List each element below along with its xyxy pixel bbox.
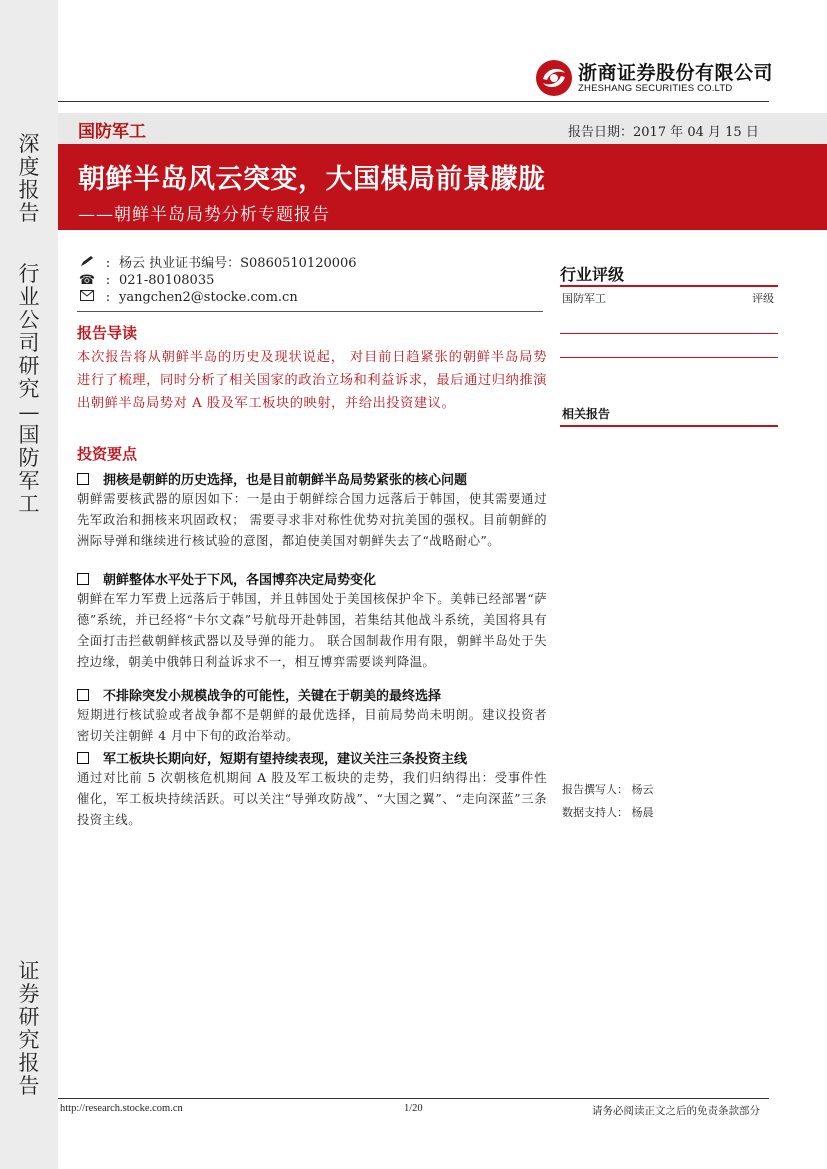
point-2-title (77, 569, 376, 588)
industry-rating-title: 行业评级 (560, 265, 625, 284)
side-label-char: — (18, 400, 40, 424)
side-label-char: 研 (18, 354, 40, 378)
side-label-char: 券 (18, 982, 40, 1006)
side-label-char: 业 (18, 285, 40, 309)
point-title-text: 朝鲜整体水平处于下风，各国博弈决定局势变化 (103, 573, 377, 588)
company-name-cn: 浙商证券股份有限公司 (578, 62, 774, 84)
point-3-title (77, 685, 441, 704)
industry-tag: 国防军工 (78, 122, 146, 142)
point-title-text: 军工板块长期向好，短期有望持续表现，建议关注三条投资主线 (103, 752, 468, 767)
separator: : (105, 256, 111, 271)
side-label-char: 研 (18, 1005, 40, 1029)
phone-icon: ☎ (78, 273, 96, 288)
checkbox-bullet-icon (77, 752, 89, 764)
analyst-email[interactable]: yangchen2@stocke.com.cn (119, 290, 298, 305)
footer-divider (58, 1098, 769, 1099)
related-divider (560, 425, 778, 427)
side-label-securities-report (0, 960, 58, 1098)
mail-icon (77, 289, 97, 306)
rating-row-divider (560, 357, 778, 358)
side-label-char: 司 (18, 331, 40, 355)
side-label-char: 军 (18, 469, 40, 493)
rating-divider (560, 285, 778, 287)
analyst-name-license: 杨云 执业证书编号：S0860510120006 (119, 256, 357, 271)
related-reports-title: 相关报告 (562, 407, 611, 421)
analyst-email-row (77, 289, 298, 306)
guide-heading: 报告导读 (77, 324, 138, 342)
point-4-body: 通过对比前 5 次朝核危机期间 A 股及军工板块的走势，我们归纳得出：受事件性催化，军工板块持续活跃。可以关注“导弹攻防战”、“大国之翼”、“走向深蓝”三条投资主线。 (77, 771, 547, 827)
header-divider (58, 101, 769, 102)
company-name-en: ZHESHANG SECURITIES CO.LTD (578, 83, 733, 94)
point-3-body: 短期进行核试验或者战争都不是朝鲜的最优选择，目前局势尚未明朗。建议投资者密切关注朝鲜 4 月中下旬的政治举动。 (77, 708, 547, 743)
side-label-char: 深 (18, 132, 40, 156)
rating-row-divider (560, 333, 778, 334)
side-label-char: 行 (18, 262, 40, 286)
separator: : (105, 290, 111, 305)
point-title-text: 不排除突发小规模战争的可能性，关键在于朝美的最终选择 (103, 689, 442, 704)
side-label-char: 防 (18, 446, 40, 470)
analyst-divider (77, 311, 543, 312)
point-title-text: 拥核是朝鲜的历史选择，也是目前朝鲜半岛局势紧张的核心问题 (103, 473, 468, 488)
side-label-char: 报 (18, 1051, 40, 1075)
data-support: 数据支持人： 杨晨 (562, 806, 654, 819)
side-label-char: 工 (18, 492, 40, 516)
rating-label: 评级 (752, 292, 774, 305)
point-1-body: 朝鲜需要核武器的原因如下：一是由于朝鲜综合国力远落后于韩国，使其需要通过先军政治和拥核来巩固政权； 需要寻求非对称性优势对抗美国的强权。目前朝鲜的洲际导弹和继续进行核试验的意图，都迫使美国对朝鲜失去了“战略耐心”。 (77, 492, 547, 548)
guide-text: 本次报告将从朝鲜半岛的历史及现状说起， 对目前日趋紧张的朝鲜半岛局势进行了梳理，同时分析了相关国家的政治立场和利益诉求，最后通过归纳推演出朝鲜半岛局势对 A 股及军工板块的映射，并给出投资建议。 (77, 350, 547, 411)
checkbox-bullet-icon (77, 573, 89, 585)
footer-url[interactable]: http://research.stocke.com.cn (60, 1103, 183, 1114)
point-4-title (77, 748, 467, 767)
investment-heading: 投资要点 (77, 445, 138, 463)
disclaimer-note: 请务必阅读正文之后的免责条款部分 (592, 1105, 760, 1117)
side-label-research-category (0, 263, 58, 516)
side-label-report-type (0, 133, 58, 225)
side-label-char: 证 (18, 959, 40, 983)
analyst-phone-row (77, 272, 214, 289)
report-title: 朝鲜半岛风云突变，大国棋局前景朦胧 (78, 164, 546, 195)
checkbox-bullet-icon (77, 689, 89, 701)
report-subtitle: ——朝鲜半岛局势分析专题报告 (78, 205, 330, 225)
page-number: 1/20 (404, 1103, 423, 1114)
analyst-phone: 021-80108035 (119, 273, 215, 288)
pen-icon (77, 255, 97, 272)
zheshang-logo-icon (534, 58, 574, 98)
point-1-title (77, 469, 467, 488)
separator: : (105, 273, 111, 288)
side-label-char: 究 (18, 1028, 40, 1052)
side-label-char: 究 (18, 377, 40, 401)
point-2-body: 朝鲜在军力军费上远落后于韩国，并且韩国处于美国核保护伞下。美韩已经部署“萨德”系统，并已经将“卡尔文森”号航母开赴韩国，若集结其他战斗系统，美国将具有全面打击拦截朝鲜核武器以及导弹的能力。 联合国制裁作用有限，朝鲜半岛处于失控边缘，朝美中俄韩日利益诉求不一，相互博弈需要谈判降温。 (77, 592, 547, 669)
report-date: 报告日期：2017 年 04 月 15 日 (568, 125, 759, 140)
report-author: 报告撰写人： 杨云 (562, 783, 654, 796)
side-label-char: 公 (18, 308, 40, 332)
side-label-char: 告 (18, 1074, 40, 1098)
side-label-char: 国 (18, 423, 40, 447)
side-label-char: 报 (18, 178, 40, 202)
side-label-char: 度 (18, 155, 40, 179)
checkbox-bullet-icon (77, 473, 89, 485)
analyst-name-row (77, 255, 357, 272)
side-label-char: 告 (18, 201, 40, 225)
rating-industry: 国防军工 (562, 292, 606, 305)
